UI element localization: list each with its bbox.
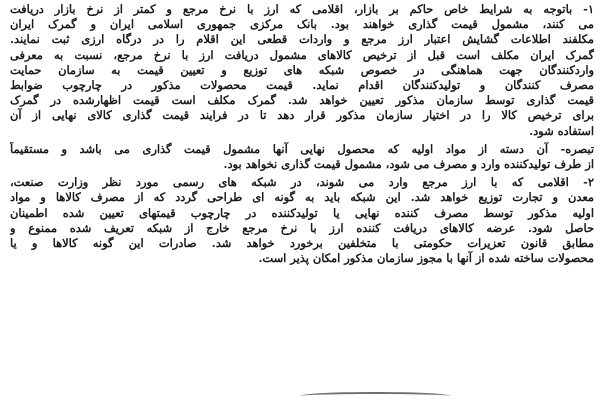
text-line: گمرک ایران مکلف است قبل از ترخیص کالاهای مشمول دریافت ارز با نرخ مرجع، نسبت به معرفی bbox=[10, 47, 594, 62]
text-line: مکلفند اطلاعات گشایش اعتبار ارز مرجع و واردات قطعی این اقلام را در درگاه ارزی ثبت نمایند. bbox=[10, 32, 594, 47]
paragraph-item-2 bbox=[10, 175, 594, 266]
text-line: تبصره- آن دسته از مواد اولیه که محصول نهایی آنها مشمول قیمت گذاری می باشد و مستقیماً bbox=[10, 141, 594, 156]
text-line: ۲- اقلامی که با ارز مرجع وارد می شوند، در شبکه های رسمی مورد نظر وزارت صنعت، bbox=[10, 175, 594, 190]
scan-mark bbox=[300, 392, 450, 400]
text-line: معدن و تجارت توزیع خواهد شد. این شبکه باید به گونه ای طراحی گردد که از مصرف کالاها و مواد bbox=[10, 190, 594, 205]
text-line: حاصل شود. عرضه کالاهای دریافت کننده ارز با نرخ مرجع خارج از شبکه تعریف شده ممنوع و bbox=[10, 220, 594, 235]
paragraph-item-1 bbox=[10, 2, 594, 139]
text-line: محصولات ساخته شده از آنها با مجوز سازمان مذکور امکان پذیر است. bbox=[258, 251, 594, 266]
paragraph-note bbox=[10, 142, 594, 172]
text-line: مصرف کنندگان و تولیدکنندگان اقدام نماید. قیمت محصولات مذکور در چارچوب ضوابط bbox=[10, 78, 594, 93]
text-line: می کنند، مشمول قیمت گذاری خواهند بود. بانک مرکزی جمهوری اسلامی ایران و گمرک ایران bbox=[10, 17, 594, 32]
text-line: واردکنندگان جهت هماهنگی در خصوص شبکه های توزیع و تعیین قیمت به سازمان حمایت bbox=[10, 62, 594, 77]
text-line: از طرف تولیدکننده وارد و مصرف می شود، مشمول قیمت گذاری نخواهد بود. bbox=[223, 157, 594, 172]
text-line: اولیه مذکور توسط مصرف کننده نهایی یا تولیدکننده در چارچوب قیمتهای تعیین شده اطمینان bbox=[10, 205, 594, 220]
text-line: استفاده شود. bbox=[529, 123, 594, 138]
text-line: برای ترخیص کالا را در اختیار سازمان مذکور قرار دهد تا در فرایند قیمت گذاری کالای نهایی از آن bbox=[10, 108, 594, 123]
text-line: مطابق قانون تعزیرات حکومتی با متخلفین برخورد خواهد شد. صادرات این گونه کالاها و یا bbox=[10, 236, 594, 251]
text-line: قیمت گذاری توسط سازمان مذکور تعیین خواهد شد. گمرک مکلف است قیمت اظهارشده در گمرک bbox=[10, 93, 594, 108]
text-line: ۱- باتوجه به شرایط خاص حاکم بر بازار، اقلامی که ارز با نرخ مرجع و کمتر از نرخ بازار دریافت bbox=[10, 2, 594, 16]
